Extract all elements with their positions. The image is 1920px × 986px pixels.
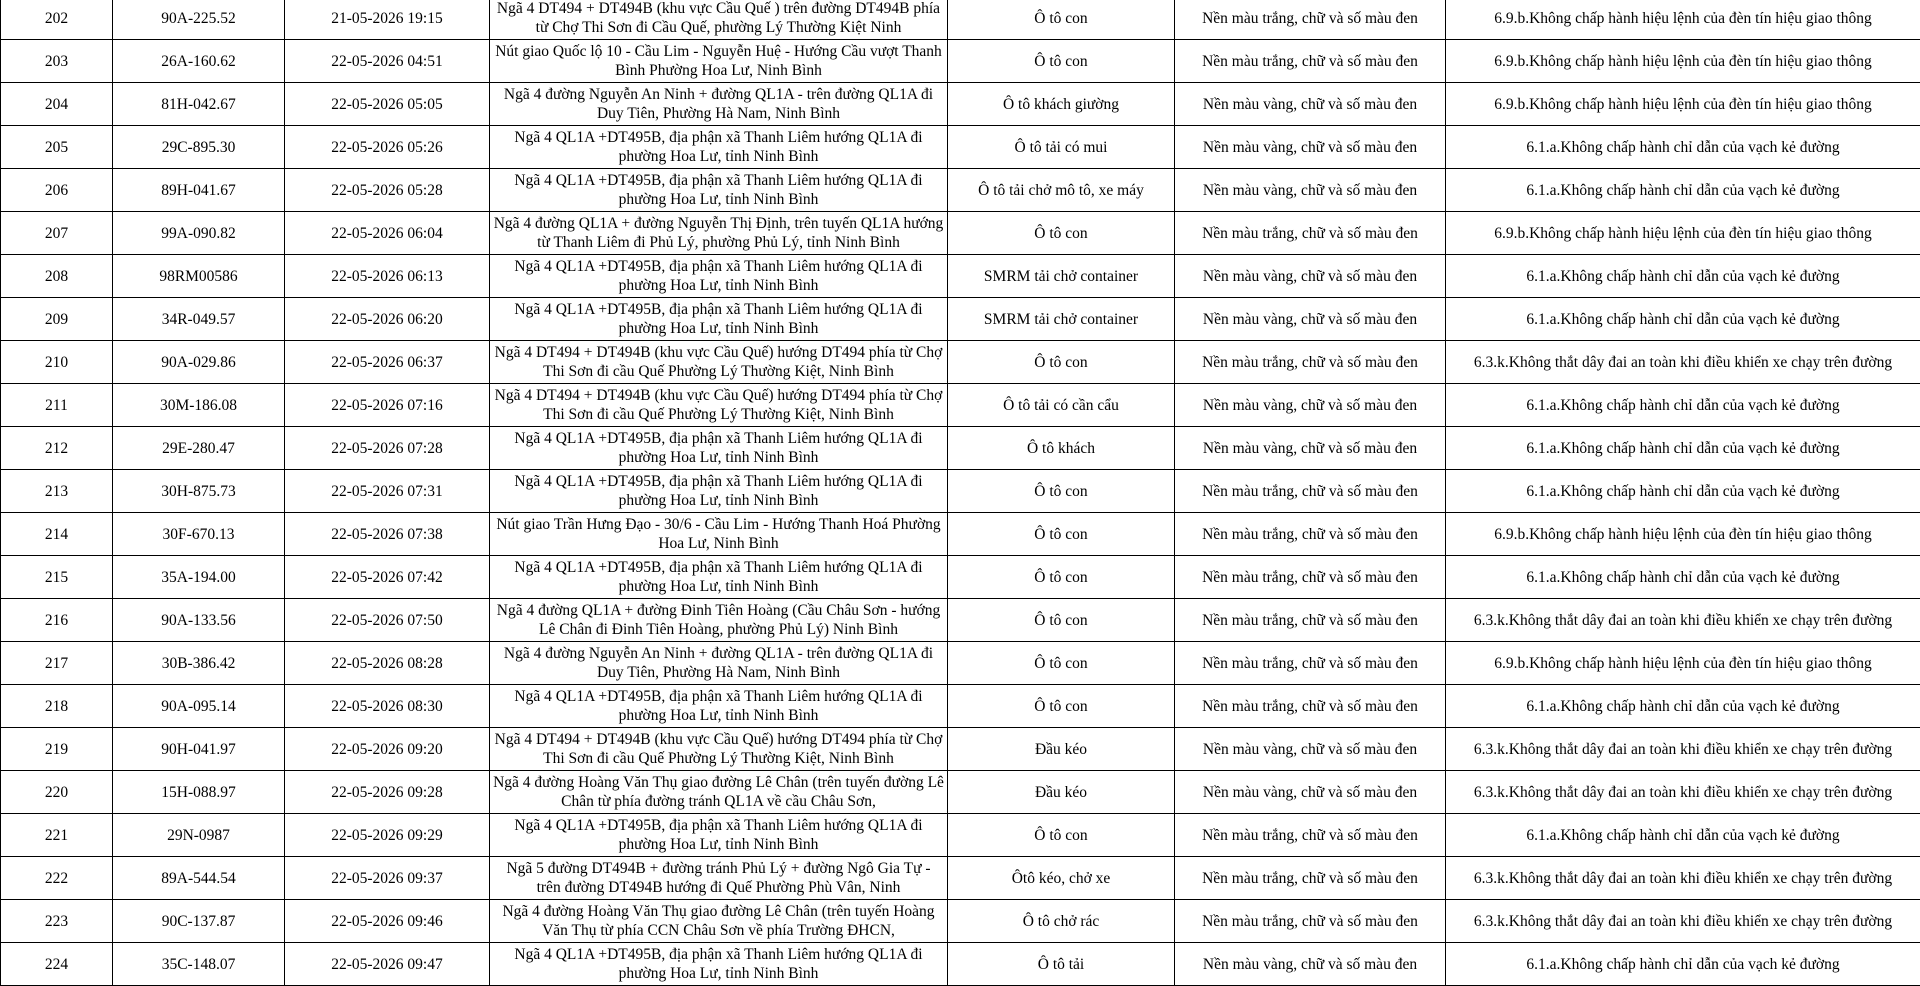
cell-vehicle[interactable]: Ô tô khách: [948, 427, 1175, 470]
cell-stt[interactable]: 222: [1, 857, 113, 900]
cell-plate-color[interactable]: Nền màu trắng, chữ và số màu đen: [1175, 685, 1446, 728]
cell-vehicle[interactable]: SMRM tải chở container: [948, 255, 1175, 298]
cell-plate[interactable]: 29E-280.47: [113, 427, 285, 470]
location-text: Ngã 4 QL1A +DT495B, địa phận xã Thanh Liêm hướng QL1A đi phường Hoa Lư, tỉnh Ninh Bình: [514, 473, 923, 509]
cell-time[interactable]: 22-05-2026 09:28: [285, 771, 490, 814]
location-text: Ngã 4 DT494 + DT494B (khu vực Cầu Quế) hướng DT494 phía từ Chợ Thi Sơn đi cầu Quế Phường Lý Thường Kiệt, Ninh Bình: [494, 344, 943, 380]
cell-stt[interactable]: 213: [1, 470, 113, 513]
cell-stt[interactable]: 212: [1, 427, 113, 470]
location-text: Ngã 4 DT494 + DT494B (khu vực Cầu Quế) hướng DT494 phía từ Chợ Thi Sơn đi cầu Quế Phường Lý Thường Kiệt, Ninh Bình: [494, 731, 943, 767]
cell-vehicle[interactable]: Ô tô con: [948, 513, 1175, 556]
location-text: Ngã 4 đường Nguyễn An Ninh + đường QL1A - trên đường QL1A đi Duy Tiên, Phường Hà Nam, Ninh Bình: [503, 86, 934, 122]
location-text: Ngã 4 QL1A +DT495B, địa phận xã Thanh Liêm hướng QL1A đi phường Hoa Lư, tỉnh Ninh Bình: [514, 946, 923, 982]
cell-plate-color[interactable]: Nền màu trắng, chữ và số màu đen: [1175, 857, 1446, 900]
cell-violation[interactable]: 6.3.k.Không thắt dây đai an toàn khi điều khiển xe chạy trên đường: [1446, 900, 1920, 943]
cell-violation[interactable]: 6.9.b.Không chấp hành hiệu lệnh của đèn tín hiệu giao thông: [1446, 40, 1920, 83]
cell-location[interactable]: [490, 599, 948, 642]
location-text: Ngã 4 đường Hoàng Văn Thụ giao đường Lê Chân (trên tuyến Hoàng Văn Thụ từ phía CCN Châu Sơn về phía Trường ĐHCN,: [502, 903, 935, 939]
cell-location[interactable]: [490, 83, 948, 126]
cell-time[interactable]: 22-05-2026 07:42: [285, 556, 490, 599]
cell-violation[interactable]: 6.1.a.Không chấp hành chỉ dẫn của vạch kẻ đường: [1446, 470, 1920, 513]
location-text: Nút giao Quốc lộ 10 - Cầu Lim - Nguyễn Huệ - Hướng Cầu vượt Thanh Bình Phường Hoa Lư, Ninh Bình: [495, 43, 942, 79]
cell-plate[interactable]: 90A-095.14: [113, 685, 285, 728]
cell-plate-color[interactable]: Nền màu trắng, chữ và số màu đen: [1175, 212, 1446, 255]
cell-violation[interactable]: 6.3.k.Không thắt dây đai an toàn khi điều khiển xe chạy trên đường: [1446, 857, 1920, 900]
table-row: [1, 814, 1920, 857]
cell-time[interactable]: 22-05-2026 07:50: [285, 599, 490, 642]
location-text: Ngã 4 QL1A +DT495B, địa phận xã Thanh Liêm hướng QL1A đi phường Hoa Lư, tỉnh Ninh Bình: [514, 688, 923, 724]
location-text: Ngã 4 đường QL1A + đường Đinh Tiên Hoàng (Cầu Châu Sơn - hướng Lê Chân đi Đinh Tiên Hoàng, phường Phủ Lý) Ninh Bình: [496, 602, 941, 638]
cell-time[interactable]: 22-05-2026 09:20: [285, 728, 490, 771]
cell-plate[interactable]: 35A-194.00: [113, 556, 285, 599]
cell-location[interactable]: [490, 212, 948, 255]
cell-time[interactable]: 22-05-2026 06:20: [285, 298, 490, 341]
cell-plate-color[interactable]: Nền màu trắng, chữ và số màu đen: [1175, 814, 1446, 857]
cell-violation[interactable]: 6.1.a.Không chấp hành chỉ dẫn của vạch kẻ đường: [1446, 556, 1920, 599]
cell-stt[interactable]: 215: [1, 556, 113, 599]
cell-plate[interactable]: 99A-090.82: [113, 212, 285, 255]
cell-location[interactable]: [490, 126, 948, 169]
cell-plate-color[interactable]: Nền màu vàng, chữ và số màu đen: [1175, 943, 1446, 986]
table-row: [1, 0, 1920, 40]
cell-stt[interactable]: 205: [1, 126, 113, 169]
cell-stt[interactable]: 223: [1, 900, 113, 943]
cell-violation[interactable]: 6.1.a.Không chấp hành chỉ dẫn của vạch kẻ đường: [1446, 169, 1920, 212]
cell-location[interactable]: [490, 40, 948, 83]
cell-vehicle[interactable]: Ô tô con: [948, 40, 1175, 83]
cell-stt[interactable]: 211: [1, 384, 113, 427]
cell-plate-color[interactable]: Nền màu trắng, chữ và số màu đen: [1175, 513, 1446, 556]
location-text: Ngã 4 QL1A +DT495B, địa phận xã Thanh Liêm hướng QL1A đi phường Hoa Lư, tỉnh Ninh Bình: [514, 817, 923, 853]
cell-violation[interactable]: 6.3.k.Không thắt dây đai an toàn khi điều khiển xe chạy trên đường: [1446, 341, 1920, 384]
cell-time[interactable]: 22-05-2026 05:26: [285, 126, 490, 169]
cell-violation[interactable]: 6.1.a.Không chấp hành chỉ dẫn của vạch kẻ đường: [1446, 126, 1920, 169]
cell-time[interactable]: 22-05-2026 07:28: [285, 427, 490, 470]
cell-time[interactable]: 22-05-2026 06:04: [285, 212, 490, 255]
cell-violation[interactable]: 6.1.a.Không chấp hành chỉ dẫn của vạch kẻ đường: [1446, 298, 1920, 341]
table-row: [1, 685, 1920, 728]
cell-plate[interactable]: 30B-386.42: [113, 642, 285, 685]
cell-vehicle[interactable]: Ô tô tải chở mô tô, xe máy: [948, 169, 1175, 212]
cell-violation[interactable]: 6.3.k.Không thắt dây đai an toàn khi điều khiển xe chạy trên đường: [1446, 599, 1920, 642]
cell-plate-color[interactable]: Nền màu trắng, chữ và số màu đen: [1175, 900, 1446, 943]
cell-location[interactable]: [490, 771, 948, 814]
cell-plate-color[interactable]: Nền màu vàng, chữ và số màu đen: [1175, 298, 1446, 341]
cell-violation[interactable]: 6.1.a.Không chấp hành chỉ dẫn của vạch kẻ đường: [1446, 943, 1920, 986]
cell-location[interactable]: [490, 556, 948, 599]
cell-location[interactable]: [490, 513, 948, 556]
location-text: Ngã 4 DT494 + DT494B (khu vực Cầu Quế ) trên đường DT494B phía từ Chợ Thi Sơn đi Cầu Quế, phường Lý Thường Kiệt Ninh: [496, 0, 941, 36]
cell-time[interactable]: 22-05-2026 07:16: [285, 384, 490, 427]
table-row: [1, 728, 1920, 771]
cell-violation[interactable]: 6.3.k.Không thắt dây đai an toàn khi điều khiển xe chạy trên đường: [1446, 771, 1920, 814]
cell-plate[interactable]: 90A-029.86: [113, 341, 285, 384]
cell-plate[interactable]: 30F-670.13: [113, 513, 285, 556]
cell-vehicle[interactable]: Ô tô khách giường: [948, 83, 1175, 126]
cell-plate-color[interactable]: Nền màu vàng, chữ và số màu đen: [1175, 169, 1446, 212]
cell-plate[interactable]: 90H-041.97: [113, 728, 285, 771]
cell-plate-color[interactable]: Nền màu trắng, chữ và số màu đen: [1175, 599, 1446, 642]
cell-location[interactable]: [490, 298, 948, 341]
cell-plate[interactable]: 15H-088.97: [113, 771, 285, 814]
cell-time[interactable]: 22-05-2026 07:38: [285, 513, 490, 556]
location-text: Ngã 4 QL1A +DT495B, địa phận xã Thanh Liêm hướng QL1A đi phường Hoa Lư, tỉnh Ninh Bình: [514, 430, 923, 466]
cell-plate[interactable]: 30M-186.08: [113, 384, 285, 427]
cell-time[interactable]: 22-05-2026 05:28: [285, 169, 490, 212]
cell-time[interactable]: 22-05-2026 06:37: [285, 341, 490, 384]
cell-location[interactable]: [490, 685, 948, 728]
cell-plate[interactable]: 89A-544.54: [113, 857, 285, 900]
cell-vehicle[interactable]: Đầu kéo: [948, 728, 1175, 771]
cell-vehicle[interactable]: Ô tô con: [948, 0, 1175, 40]
table-row: [1, 126, 1920, 169]
cell-plate[interactable]: 90A-225.52: [113, 0, 285, 40]
cell-violation[interactable]: 6.9.b.Không chấp hành hiệu lệnh của đèn tín hiệu giao thông: [1446, 212, 1920, 255]
cell-plate[interactable]: 29N-0987: [113, 814, 285, 857]
cell-vehicle[interactable]: Ô tô con: [948, 341, 1175, 384]
cell-stt[interactable]: 220: [1, 771, 113, 814]
location-text: Ngã 4 đường Hoàng Văn Thụ giao đường Lê Chân (trên tuyến đường Lê Chân từ phía đường tránh QL1A về cầu Châu Sơn,: [493, 774, 944, 810]
table-row: [1, 341, 1920, 384]
cell-time[interactable]: 22-05-2026 04:51: [285, 40, 490, 83]
table-row: [1, 427, 1920, 470]
table-row: [1, 900, 1920, 943]
cell-vehicle[interactable]: Ôtô kéo, chở xe: [948, 857, 1175, 900]
cell-plate-color[interactable]: Nền màu vàng, chữ và số màu đen: [1175, 384, 1446, 427]
cell-plate[interactable]: 35C-148.07: [113, 943, 285, 986]
table-row: [1, 83, 1920, 126]
table-body: [1, 0, 1920, 986]
cell-stt[interactable]: 202: [1, 0, 113, 40]
cell-location[interactable]: [490, 427, 948, 470]
cell-time[interactable]: 21-05-2026 19:15: [285, 0, 490, 40]
cell-violation[interactable]: 6.1.a.Không chấp hành chỉ dẫn của vạch kẻ đường: [1446, 814, 1920, 857]
table-row: [1, 642, 1920, 685]
location-text: Ngã 4 đường Nguyễn An Ninh + đường QL1A - trên đường QL1A đi Duy Tiên, Phường Hà Nam, Ninh Bình: [503, 645, 934, 681]
cell-vehicle[interactable]: Ô tô chở rác: [948, 900, 1175, 943]
cell-time[interactable]: 22-05-2026 09:47: [285, 943, 490, 986]
cell-violation[interactable]: 6.1.a.Không chấp hành chỉ dẫn của vạch kẻ đường: [1446, 255, 1920, 298]
cell-location[interactable]: [490, 943, 948, 986]
cell-vehicle[interactable]: Đầu kéo: [948, 771, 1175, 814]
cell-time[interactable]: 22-05-2026 09:29: [285, 814, 490, 857]
cell-plate-color[interactable]: Nền màu vàng, chữ và số màu đen: [1175, 728, 1446, 771]
location-text: Ngã 4 QL1A +DT495B, địa phận xã Thanh Liêm hướng QL1A đi phường Hoa Lư, tỉnh Ninh Bình: [514, 129, 923, 165]
cell-plate[interactable]: 98RM00586: [113, 255, 285, 298]
cell-stt[interactable]: 208: [1, 255, 113, 298]
cell-plate[interactable]: 90C-137.87: [113, 900, 285, 943]
cell-violation[interactable]: 6.3.k.Không thắt dây đai an toàn khi điều khiển xe chạy trên đường: [1446, 728, 1920, 771]
table-row: [1, 384, 1920, 427]
cell-location[interactable]: [490, 169, 948, 212]
cell-stt[interactable]: 204: [1, 83, 113, 126]
cell-stt[interactable]: 209: [1, 298, 113, 341]
cell-plate[interactable]: 29C-895.30: [113, 126, 285, 169]
cell-time[interactable]: 22-05-2026 05:05: [285, 83, 490, 126]
cell-plate-color[interactable]: Nền màu trắng, chữ và số màu đen: [1175, 341, 1446, 384]
cell-stt[interactable]: 224: [1, 943, 113, 986]
table-row: [1, 943, 1920, 986]
cell-vehicle[interactable]: Ô tô con: [948, 642, 1175, 685]
cell-time[interactable]: 22-05-2026 08:30: [285, 685, 490, 728]
cell-plate[interactable]: 26A-160.62: [113, 40, 285, 83]
cell-time[interactable]: 22-05-2026 09:37: [285, 857, 490, 900]
cell-plate-color[interactable]: Nền màu trắng, chữ và số màu đen: [1175, 642, 1446, 685]
table-row: [1, 599, 1920, 642]
cell-time[interactable]: 22-05-2026 08:28: [285, 642, 490, 685]
location-text: Nút giao Trần Hưng Đạo - 30/6 - Cầu Lim - Hướng Thanh Hoá Phường Hoa Lư, Ninh Bình: [496, 516, 941, 552]
cell-plate[interactable]: 81H-042.67: [113, 83, 285, 126]
cell-plate-color[interactable]: Nền màu vàng, chữ và số màu đen: [1175, 255, 1446, 298]
cell-stt[interactable]: 218: [1, 685, 113, 728]
cell-plate-color[interactable]: Nền màu vàng, chữ và số màu đen: [1175, 771, 1446, 814]
location-text: Ngã 5 đường DT494B + đường tránh Phủ Lý + đường Ngô Gia Tự - trên đường DT494B hướng đi Quế Phường Phù Vân, Ninh: [506, 860, 931, 896]
cell-vehicle[interactable]: Ô tô con: [948, 212, 1175, 255]
cell-time[interactable]: 22-05-2026 09:46: [285, 900, 490, 943]
cell-plate[interactable]: 90A-133.56: [113, 599, 285, 642]
cell-plate[interactable]: 89H-041.67: [113, 169, 285, 212]
cell-violation[interactable]: 6.9.b.Không chấp hành hiệu lệnh của đèn tín hiệu giao thông: [1446, 83, 1920, 126]
cell-location[interactable]: [490, 642, 948, 685]
table-row: [1, 556, 1920, 599]
cell-vehicle[interactable]: Ô tô tải có cần cẩu: [948, 384, 1175, 427]
table-row: [1, 771, 1920, 814]
cell-vehicle[interactable]: Ô tô con: [948, 470, 1175, 513]
table-row: [1, 40, 1920, 83]
table-row: [1, 513, 1920, 556]
cell-stt[interactable]: 216: [1, 599, 113, 642]
cell-plate-color[interactable]: Nền màu vàng, chữ và số màu đen: [1175, 126, 1446, 169]
cell-plate-color[interactable]: Nền màu trắng, chữ và số màu đen: [1175, 0, 1446, 40]
cell-vehicle[interactable]: Ô tô con: [948, 556, 1175, 599]
table-row: [1, 212, 1920, 255]
table-row: [1, 169, 1920, 212]
cell-vehicle[interactable]: Ô tô tải: [948, 943, 1175, 986]
location-text: Ngã 4 QL1A +DT495B, địa phận xã Thanh Liêm hướng QL1A đi phường Hoa Lư, tỉnh Ninh Bình: [514, 258, 923, 294]
cell-time[interactable]: 22-05-2026 07:31: [285, 470, 490, 513]
table-row: [1, 298, 1920, 341]
location-text: Ngã 4 đường QL1A + đường Nguyễn Thị Định, trên tuyến QL1A hướng từ Thanh Liêm đi Phủ Lý, phường Phủ Lý, tỉnh Ninh Bình: [493, 215, 944, 251]
cell-time[interactable]: 22-05-2026 06:13: [285, 255, 490, 298]
cell-location[interactable]: [490, 900, 948, 943]
cell-stt[interactable]: 207: [1, 212, 113, 255]
cell-vehicle[interactable]: Ô tô tải có mui: [948, 126, 1175, 169]
cell-location[interactable]: [490, 728, 948, 771]
cell-plate-color[interactable]: Nền màu trắng, chữ và số màu đen: [1175, 470, 1446, 513]
location-text: Ngã 4 QL1A +DT495B, địa phận xã Thanh Liêm hướng QL1A đi phường Hoa Lư, tỉnh Ninh Bình: [514, 172, 923, 208]
cell-plate-color[interactable]: Nền màu trắng, chữ và số màu đen: [1175, 556, 1446, 599]
location-text: Ngã 4 DT494 + DT494B (khu vực Cầu Quế) hướng DT494 phía từ Chợ Thi Sơn đi cầu Quế Phường Lý Thường Kiệt, Ninh Bình: [494, 387, 943, 423]
cell-plate-color[interactable]: Nền màu vàng, chữ và số màu đen: [1175, 427, 1446, 470]
table-row: [1, 470, 1920, 513]
cell-location[interactable]: [490, 857, 948, 900]
cell-vehicle[interactable]: Ô tô con: [948, 685, 1175, 728]
cell-violation[interactable]: 6.1.a.Không chấp hành chỉ dẫn của vạch kẻ đường: [1446, 427, 1920, 470]
cell-violation[interactable]: 6.9.b.Không chấp hành hiệu lệnh của đèn tín hiệu giao thông: [1446, 642, 1920, 685]
cell-stt[interactable]: 217: [1, 642, 113, 685]
cell-stt[interactable]: 206: [1, 169, 113, 212]
cell-plate-color[interactable]: Nền màu vàng, chữ và số màu đen: [1175, 83, 1446, 126]
cell-violation[interactable]: 6.9.b.Không chấp hành hiệu lệnh của đèn tín hiệu giao thông: [1446, 513, 1920, 556]
cell-stt[interactable]: 214: [1, 513, 113, 556]
location-text: Ngã 4 QL1A +DT495B, địa phận xã Thanh Liêm hướng QL1A đi phường Hoa Lư, tỉnh Ninh Bình: [514, 301, 923, 337]
table-row: [1, 255, 1920, 298]
cell-location[interactable]: [490, 0, 948, 40]
cell-violation[interactable]: 6.1.a.Không chấp hành chỉ dẫn của vạch kẻ đường: [1446, 384, 1920, 427]
cell-plate[interactable]: 34R-049.57: [113, 298, 285, 341]
cell-violation[interactable]: 6.1.a.Không chấp hành chỉ dẫn của vạch kẻ đường: [1446, 685, 1920, 728]
cell-location[interactable]: [490, 255, 948, 298]
cell-stt[interactable]: 203: [1, 40, 113, 83]
table-row: [1, 857, 1920, 900]
cell-location[interactable]: [490, 470, 948, 513]
cell-stt[interactable]: 210: [1, 341, 113, 384]
cell-plate-color[interactable]: Nền màu trắng, chữ và số màu đen: [1175, 40, 1446, 83]
cell-stt[interactable]: 221: [1, 814, 113, 857]
cell-location[interactable]: [490, 384, 948, 427]
cell-vehicle[interactable]: Ô tô con: [948, 599, 1175, 642]
cell-vehicle[interactable]: SMRM tải chở container: [948, 298, 1175, 341]
cell-location[interactable]: [490, 341, 948, 384]
cell-violation[interactable]: 6.9.b.Không chấp hành hiệu lệnh của đèn tín hiệu giao thông: [1446, 0, 1920, 40]
cell-location[interactable]: [490, 814, 948, 857]
cell-stt[interactable]: 219: [1, 728, 113, 771]
location-text: Ngã 4 QL1A +DT495B, địa phận xã Thanh Liêm hướng QL1A đi phường Hoa Lư, tỉnh Ninh Bình: [514, 559, 923, 595]
cell-plate[interactable]: 30H-875.73: [113, 470, 285, 513]
cell-vehicle[interactable]: Ô tô con: [948, 814, 1175, 857]
